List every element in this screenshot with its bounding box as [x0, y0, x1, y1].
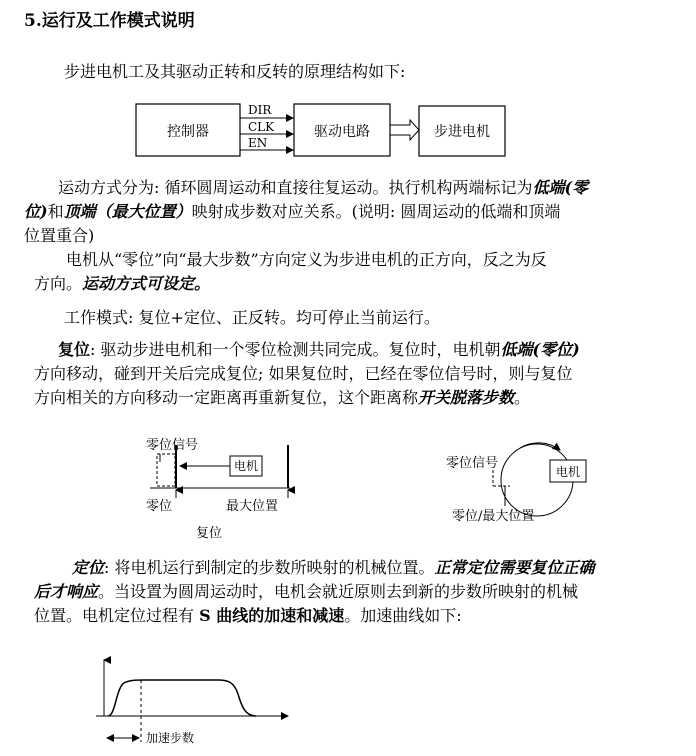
- zero-pos-label: 零位: [146, 499, 173, 514]
- controller-label: 控制器: [167, 124, 209, 140]
- accel-steps-label: 加速步数: [146, 731, 195, 745]
- en-label: EN: [248, 136, 268, 150]
- intro-text: 步进电机工及其驱动正转和反转的原理结构如下:: [64, 62, 406, 81]
- settable-term: 运动方式可设定。: [82, 274, 211, 293]
- reset-text: : 驱动步进电机和一个零位检测共同完成。复位时，电机朝: [90, 340, 501, 359]
- dir-label: DIR: [248, 103, 272, 117]
- reset-term: 复位: [58, 340, 91, 359]
- low-end-term-cont: 位): [24, 202, 48, 221]
- position-line-1: [72, 556, 595, 580]
- zero-max-label: 零位/最大位置: [452, 509, 535, 524]
- direction-text: 方向。: [34, 274, 83, 293]
- motion-text: 运动方式分为: 循环圆周运动和直接往复运动。执行机构两端标记为: [58, 178, 533, 197]
- position-term: 定位: [72, 558, 105, 577]
- mapping-text: 映射成步数对应关系。(说明: 圆周运动的低端和顶端: [191, 202, 561, 221]
- motion-line-3: 位置重合): [24, 226, 95, 245]
- accel-curve: [108, 680, 256, 716]
- work-mode-text: 工作模式: 复位+定位、正反转。均可停止当前运行。: [64, 308, 440, 327]
- top-end-term: 顶端（最大位置）: [63, 202, 192, 221]
- reset-line-1: [58, 338, 580, 362]
- block-diagram: [0, 0, 696, 180]
- switch-release-term: 开关脱落步数: [418, 388, 515, 407]
- position-line-3: [34, 604, 462, 628]
- clk-label: CLK: [248, 120, 275, 134]
- reset-line-2: 方向移动，碰到开关后完成复位; 如果复位时，已经在零位信号时，则与复位: [34, 364, 573, 383]
- circular-zero-signal-label: 零位信号: [446, 456, 499, 471]
- position-text-4: 。加速曲线如下:: [344, 606, 462, 625]
- reset-caption: 复位: [196, 526, 223, 541]
- driver-label: 驱动电路: [314, 124, 370, 140]
- reset-line-3: [34, 386, 530, 410]
- max-pos-label: 最大位置: [226, 499, 279, 514]
- position-note-term: 正常定位需要复位正确: [434, 558, 595, 577]
- motion-line-1: [58, 176, 588, 200]
- reset-low-end-term: 低端(零位): [500, 340, 580, 359]
- linear-motor-label: 电机: [233, 459, 259, 473]
- direction-line-2: [34, 272, 210, 296]
- hollow-arrow: [390, 120, 419, 140]
- reset-text-3: 方向相关的方向移动一定距离再重新复位，这个距离称: [34, 388, 419, 407]
- position-line-2: [34, 580, 578, 604]
- position-text-2: 。当设置为圆周运动时，电机会就近原则去到新的步数所映射的机械: [98, 582, 579, 601]
- low-end-term: 低端(零: [532, 178, 589, 197]
- position-text-3: 位置。电机定位过程有: [34, 606, 200, 625]
- zero-signal-label: 零位信号: [146, 438, 199, 453]
- position-note-term-cont: 后才响应: [34, 582, 99, 601]
- section-heading: 5.运行及工作模式说明: [24, 11, 195, 31]
- period: 。: [514, 388, 531, 407]
- motor-label: 步进电机: [434, 124, 490, 140]
- accel-curve-diagram: [0, 650, 696, 756]
- s-curve-term: S 曲线的加速和减速: [199, 606, 345, 625]
- motion-line-2: [24, 200, 560, 224]
- and-text: 和: [47, 202, 64, 221]
- circular-motor-label: 电机: [555, 465, 581, 479]
- direction-line-1: 电机从“零位”向“最大步数”方向定义为步进电机的正方向，反之为反: [66, 250, 547, 269]
- position-text: : 将电机运行到制定的步数所映射的机械位置。: [104, 558, 435, 577]
- linear-reset-diagram: [0, 420, 696, 550]
